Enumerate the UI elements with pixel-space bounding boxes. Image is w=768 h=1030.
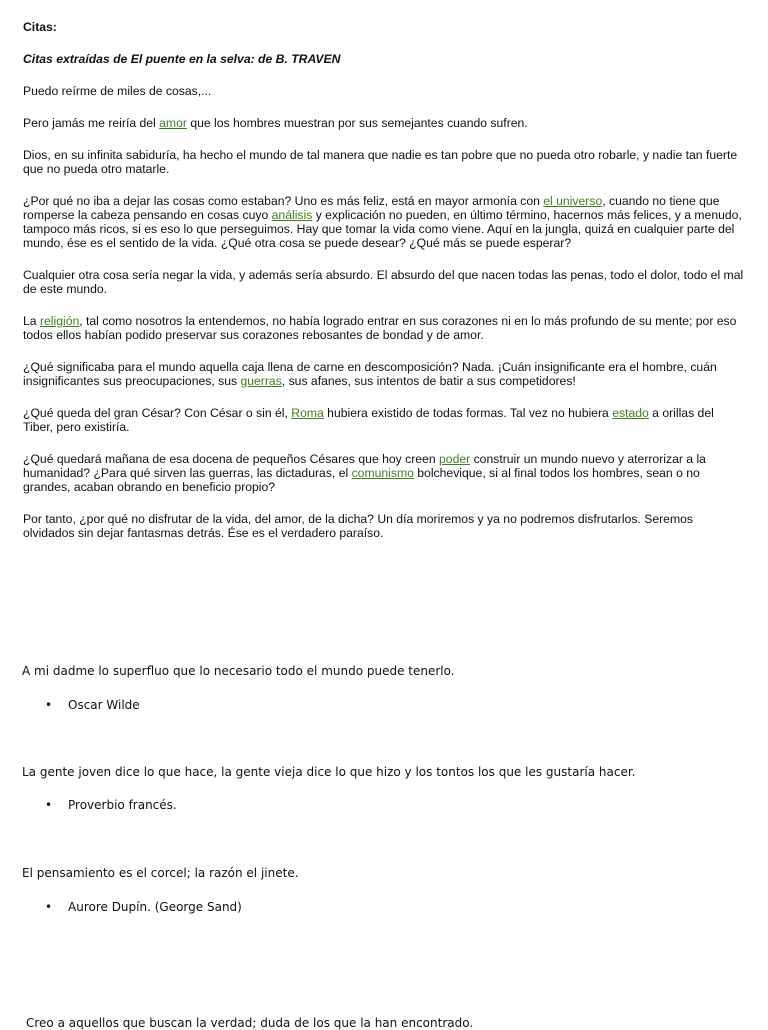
inline-link[interactable]: religión [39, 314, 80, 328]
inline-link[interactable]: estado [612, 406, 649, 420]
quote-paragraph: Cualquier otra cosa sería negar la vida, y además sería absurdo. El absurdo del que nacen todas las penas, todo el dolor, todo el mal de este mundo. [23, 268, 744, 296]
bullet-icon: • [45, 798, 53, 812]
author-name: Aurore Dupín. (George Sand) [68, 900, 242, 914]
bullet-icon: • [45, 900, 53, 914]
section-subheading: Citas extraídas de El puente en la selva: de B. TRAVEN [23, 52, 341, 66]
quote-paragraph: Por tanto, ¿por qué no disfrutar de la vida, del amor, de la dicha? Un día moriremos y ya no podremos disfrutarlos. Seremos olvidados sin dejar fantasmas detrás. Ése es el verdadero paraíso. [23, 512, 693, 540]
quote-text: El pensamiento es el corcel; la razón el jinete. [22, 866, 299, 880]
quote-author [45, 900, 242, 914]
quote-paragraph: ¿Qué queda del gran César? Con César o sin él, Roma hubiera existido de todas formas. Tal vez no hubiera estado a orillas del Tiber, pero existiría. [23, 406, 714, 434]
page-heading: Citas: [23, 20, 57, 34]
author-name: Proverbio francés. [68, 798, 177, 812]
inline-link[interactable]: poder [439, 452, 471, 466]
inline-link[interactable]: comunismo [351, 466, 414, 480]
quote-author [45, 698, 140, 712]
quote-paragraph: Dios, en su infinita sabiduría, ha hecho el mundo de tal manera que nadie es tan pobre que no pueda otro robarle, y nadie tan fuerte que no pueda otro matarle. [23, 148, 738, 176]
quote-paragraph: ¿Qué significaba para el mundo aquella caja llena de carne en descomposición? Nada. ¡Cuán insignificante era el hombre, cuán insignificantes sus preocupaciones, sus guerras, sus afanes, sus intentos de batir a sus competidores! [23, 360, 717, 388]
traven-section [23, 20, 745, 558]
quote-text: La gente joven dice lo que hace, la gente vieja dice lo que hizo y los tontos los que les gustaría hacer. [22, 765, 636, 779]
quote-author-list [45, 698, 140, 712]
quote-author-list [45, 798, 177, 812]
inline-link[interactable]: análisis [271, 208, 313, 222]
inline-link[interactable]: guerras [240, 374, 282, 388]
quote-paragraph: Puedo reírme de miles de cosas,... [23, 84, 212, 98]
inline-link[interactable]: el universo [543, 194, 603, 208]
quote-paragraph: ¿Qué quedará mañana de esa docena de pequeños Césares que hoy creen poder construir un mundo nuevo y aterrorizar a la humanidad? ¿Para qué sirven las guerras, las dictaduras, el comunismo bolchevique, si al final todos los hombres, sean o no grandes, acaban obrando en beneficio propio? [23, 452, 706, 494]
bullet-icon: • [45, 698, 53, 712]
quote-paragraph: ¿Por qué no iba a dejar las cosas como estaban? Uno es más feliz, está en mayor armonía con el universo, cuando no tiene que romperse la cabeza pensando en cosas cuyo análisis y explicación no pueden, en último término, hacernos más felices, y a menudo, tampoco más ricos, si es eso lo que perseguimos. Hay que tomar la vida como viene. Aquí en la jungla, quizá en cualquier parte del mundo, ése es el sentido de la vida. ¿Qué otra cosa se puede desear? ¿Qué más se puede esperar? [23, 194, 742, 250]
author-name: Oscar Wilde [68, 698, 140, 712]
quote-text: A mi dadme lo superfluo que lo necesario todo el mundo puede tenerlo. [22, 664, 455, 678]
quote-paragraph: Pero jamás me reiría del amor que los hombres muestran por sus semejantes cuando sufren. [23, 116, 528, 130]
quote-text: Creo a aquellos que buscan la verdad; duda de los que la han encontrado. [26, 1016, 474, 1030]
traven-quotes [23, 84, 745, 540]
quote-paragraph: La religión, tal como nosotros la entendemos, no había logrado entrar en sus corazones ni en lo más profundo de su mente; por eso todos ellos habían podido preservar sus corazones rebosantes de bondad y de amor. [23, 314, 737, 342]
inline-link[interactable]: Roma [291, 406, 324, 420]
quote-author [45, 798, 177, 812]
quote-author-list [45, 900, 242, 914]
inline-link[interactable]: amor [159, 116, 187, 130]
